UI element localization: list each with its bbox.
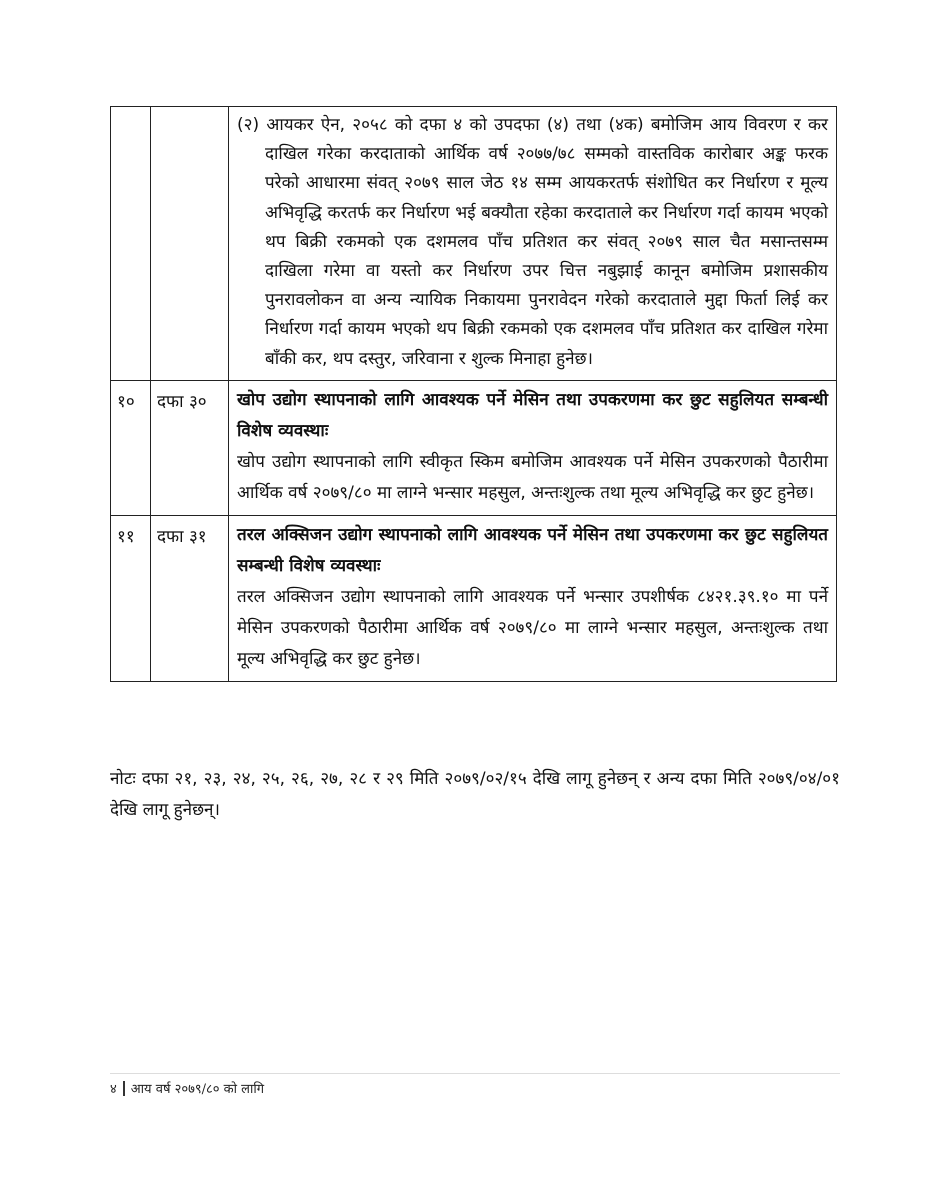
effective-date-note: नोटः दफा २१, २३, २४, २५, २६, २७, २८ र २९ मिति २०७९/०२/१५ देखि लागू हुनेछन् र अन्य दफा मिति २०७९/०४/०१ देखि लागू हुनेछन्। — [110, 769, 840, 820]
section-cell: दफा ३१ — [151, 515, 229, 681]
row-number-cell: ११ — [111, 515, 151, 681]
table-row — [111, 380, 837, 515]
provision-heading: तरल अक्सिजन उद्योग स्थापनाको लागि आवश्यक पर्ने मेसिन तथा उपकरणमा कर छुट सहुलियत सम्बन्धी विशेष व्यवस्थाः — [237, 524, 828, 576]
footer-divider — [110, 1073, 840, 1074]
table-row — [111, 107, 837, 381]
section-cell: दफा ३० — [151, 380, 229, 515]
provisions-table — [110, 106, 837, 682]
provision-text-cell — [229, 515, 837, 681]
provision-body: तरल अक्सिजन उद्योग स्थापनाको लागि आवश्यक पर्ने भन्सार उपशीर्षक ८४२१.३९.१० मा पर्ने मेसिन उपकरणको पैठारीमा आर्थिक वर्ष २०७९/८० मा लाग्ने भन्सार महसुल, अन्तःशुल्क तथा मूल्य अभिवृद्धि कर छुट हुनेछ। — [237, 586, 828, 669]
provision-heading: खोप उद्योग स्थापनाको लागि आवश्यक पर्ने मेसिन तथा उपकरणमा कर छुट सहुलियत सम्बन्धी विशेष व्यवस्थाः — [237, 389, 828, 441]
footer-separator — [123, 1081, 125, 1096]
provision-text-cell — [229, 107, 837, 381]
page-footer — [110, 1079, 264, 1097]
provision-body: खोप उद्योग स्थापनाको लागि स्वीकृत स्किम बमोजिम आवश्यक पर्ने मेसिन उपकरणको पैठारीमा आर्थिक वर्ष २०७९/८० मा लाग्ने भन्सार महसुल, अन्तःशुल्क तथा मूल्य अभिवृद्धि कर छुट हुनेछ। — [237, 451, 828, 503]
footer-title: आय वर्ष २०७९/८० को लागि — [130, 1082, 265, 1097]
section-cell — [151, 107, 229, 381]
row-number-cell: १० — [111, 380, 151, 515]
provision-text-cell — [229, 380, 837, 515]
row-number-cell — [111, 107, 151, 381]
sub-clause-paragraph: (२) आयकर ऐन, २०५८ को दफा ४ को उपदफा (४) तथा (४क) बमोजिम आय विवरण र कर दाखिल गरेका करदाताको आर्थिक वर्ष २०७७/७८ सम्मको वास्तविक कारोबार अङ्क फरक परेको आधारमा संवत् २०७९ साल जेठ १४ सम्म आयकरतर्फ संशोधित कर निर्धारण र मूल्य अभिवृद्धि करतर्फ कर निर्धारण भई बक्यौता रहेका करदाताले कर निर्धारण गर्दा कायम भएको थप बिक्री रकमको एक दशमलव पाँच प्रतिशत कर संवत् २०७९ साल चैत मसान्तसम्म दाखिला गरेमा वा यस्तो कर निर्धारण उपर चित्त नबुझाई कानून बमोजिम प्रशासकीय पुनरावलोकन वा अन्य न्यायिक निकायमा पुनरावेदन गरेको करदाताले मुद्दा फिर्ता लिई कर निर्धारण गर्दा कायम भएको थप बिक्री रकमको एक दशमलव पाँच प्रतिशत कर दाखिल गरेमा बाँकी कर, थप दस्तुर, जरिवाना र शुल्क मिनाहा हुनेछ। — [237, 115, 828, 369]
table-row — [111, 515, 837, 681]
page-number: ४ — [110, 1082, 117, 1097]
